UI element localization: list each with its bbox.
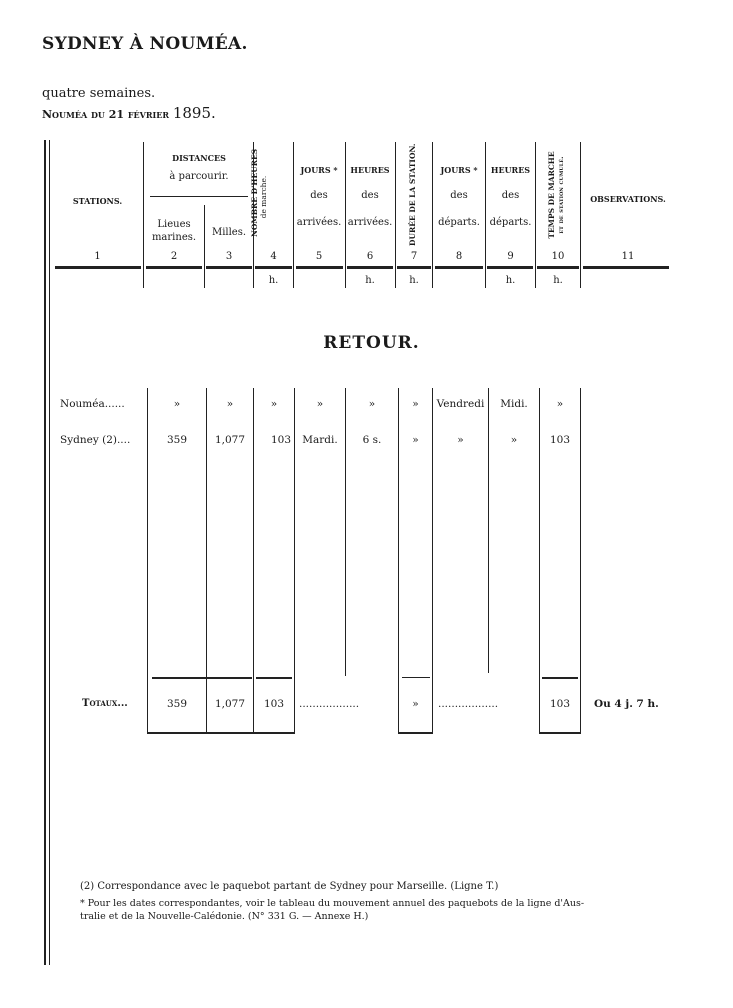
col-distances: DISTANCES xyxy=(172,153,226,163)
jours-dep-line1: JOURS * xyxy=(440,165,478,175)
footnote-1: (2) Correspondance avec le paquebot partant de Sydney pour Marseille. (Ligne T.) xyxy=(80,881,499,892)
unit-c6: h. xyxy=(365,275,375,286)
jours-arr-line1: JOURS * xyxy=(300,165,338,175)
totals-bottom-rule-a xyxy=(147,732,295,734)
cell-noumea-c3: » xyxy=(226,398,234,410)
col-heures-arrivees xyxy=(346,164,394,229)
col-heures-marche xyxy=(250,148,272,237)
page-title: SYDNEY À NOUMÉA. xyxy=(42,34,248,54)
col-heures-departs xyxy=(486,164,535,229)
jours-arr-line2: des xyxy=(310,190,328,201)
totals-bottom-rule-c xyxy=(539,732,581,734)
unit-c10: h. xyxy=(553,275,563,286)
sep-10 xyxy=(580,142,581,288)
cell-noumea-c10: » xyxy=(556,398,564,410)
totals-c4: 103 xyxy=(263,698,285,710)
totals-rule-c2c3 xyxy=(152,677,252,679)
footnote-2b: tralie et de la Nouvelle-Calédonie. (N° 331 G. — Annexe H.) xyxy=(80,911,369,922)
totals-c7: » xyxy=(412,698,419,710)
totals-label: Totaux... xyxy=(82,698,128,709)
rule-c9 xyxy=(487,266,533,269)
totals-c10: 103 xyxy=(549,698,571,710)
sep-9 xyxy=(535,142,536,288)
col-number-2: 2 xyxy=(170,251,178,262)
temps-line2: et de station cumulé. xyxy=(556,156,565,234)
lieues-line1: Lieues xyxy=(157,219,191,230)
totals-dots-1: .................. xyxy=(299,698,360,710)
jours-dep-line2: des xyxy=(450,190,468,201)
rule-c1 xyxy=(55,266,141,269)
row-station-sydney: Sydney (2).... xyxy=(60,434,131,446)
heures-arr-line2: des xyxy=(361,190,379,201)
col-number-11: 11 xyxy=(621,251,635,262)
col-number-1: 1 xyxy=(94,251,101,262)
cell-sydney-c10: 103 xyxy=(549,434,571,446)
cell-sydney-c7: » xyxy=(412,434,419,446)
lieues-line2: marines. xyxy=(151,232,197,243)
cell-noumea-c4: » xyxy=(270,398,278,410)
rule-c10 xyxy=(537,266,579,269)
totals-rule-c10 xyxy=(542,677,578,679)
col-duree-station: DURÉE DE LA STATION. xyxy=(408,143,417,246)
cell-noumea-c6: » xyxy=(368,398,376,410)
left-border-inner xyxy=(49,140,50,965)
totals-rule-c7 xyxy=(402,677,430,678)
col-observations: OBSERVATIONS. xyxy=(590,194,666,204)
jours-dep-line3: départs. xyxy=(438,217,480,228)
row-station-noumea: Nouméa...... xyxy=(60,398,125,410)
sep-2 xyxy=(204,205,205,288)
col-number-10: 10 xyxy=(551,251,565,262)
year-text: 1895. xyxy=(172,104,216,122)
distances-brace xyxy=(150,196,248,197)
cell-noumea-c8: Vendredi xyxy=(436,398,485,410)
body-sep-10 xyxy=(580,388,581,733)
col-a-parcourir: à parcourir. xyxy=(169,171,229,182)
cell-sydney-c3: 1,077 xyxy=(214,434,246,446)
footnote-2a: * Pour les dates correspondantes, voir le tableau du mouvement annuel des paquebots de la ligne d'Aus- xyxy=(80,898,585,909)
heures-dep-line1: HEURES xyxy=(490,165,531,175)
heures-dep-line2: des xyxy=(501,190,520,201)
col-jours-departs xyxy=(433,164,485,229)
rule-c6 xyxy=(347,266,393,269)
unit-c7: h. xyxy=(409,275,419,286)
totals-dots-2: .................. xyxy=(438,698,499,710)
left-border-outer xyxy=(44,140,46,965)
col-lieues xyxy=(146,218,202,244)
body-sep-8 xyxy=(488,388,489,673)
rule-c8 xyxy=(435,266,483,269)
rule-c7 xyxy=(397,266,431,269)
rule-c3 xyxy=(206,266,252,269)
heures-dep-line3: départs. xyxy=(489,217,532,228)
col-stations: STATIONS. xyxy=(72,196,123,206)
totals-c2: 359 xyxy=(166,698,188,710)
cell-noumea-c7: » xyxy=(412,398,419,410)
cell-sydney-c5: Mardi. xyxy=(302,434,338,446)
heures-marche-line1: NOMBRE D'HEURES xyxy=(250,148,259,237)
rule-c2 xyxy=(146,266,202,269)
date-text: Nouméa du 21 février xyxy=(42,108,169,121)
heures-marche-line2: de marche. xyxy=(259,175,268,219)
col-number-4: 4 xyxy=(270,251,277,262)
rule-c4 xyxy=(255,266,292,269)
totals-c3: 1,077 xyxy=(214,698,246,710)
rule-c5 xyxy=(296,266,343,269)
totals-rule-c4 xyxy=(256,677,292,679)
heures-arr-line1: HEURES xyxy=(350,165,390,175)
col-number-9: 9 xyxy=(507,251,514,262)
cell-noumea-c2: » xyxy=(173,398,181,410)
cell-noumea-c5: » xyxy=(316,398,324,410)
date-line xyxy=(42,104,216,122)
cell-noumea-c9: Midi. xyxy=(500,398,528,410)
temps-line1: TEMPS DE MARCHE xyxy=(547,151,556,239)
section-title: RETOUR. xyxy=(323,333,420,353)
unit-c9: h. xyxy=(505,275,516,286)
col-number-3: 3 xyxy=(225,251,233,262)
col-temps-marche xyxy=(547,151,569,239)
body-sep-5 xyxy=(345,388,346,676)
col-milles: Milles. xyxy=(211,227,247,238)
col-number-5: 5 xyxy=(315,251,323,262)
cell-sydney-c9: » xyxy=(510,434,518,446)
sep-1 xyxy=(143,142,144,288)
col-number-8: 8 xyxy=(455,251,463,262)
subtitle: quatre semaines. xyxy=(42,86,156,101)
cell-sydney-c8: » xyxy=(457,434,464,446)
totals-observation: Ou 4 j. 7 h. xyxy=(594,698,659,710)
totals-bottom-rule-b xyxy=(398,732,433,734)
cell-sydney-c2: 359 xyxy=(166,434,188,446)
cell-sydney-c6: 6 s. xyxy=(362,434,382,446)
sep-6 xyxy=(395,142,396,288)
jours-arr-line3: arrivées. xyxy=(296,217,342,228)
unit-c4: h. xyxy=(268,275,279,286)
heures-arr-line3: arrivées. xyxy=(347,217,393,228)
cell-sydney-c4: 103 xyxy=(270,434,291,446)
rule-c11 xyxy=(583,266,669,269)
col-jours-arrivees xyxy=(294,164,344,229)
col-number-6: 6 xyxy=(366,251,374,262)
col-number-7: 7 xyxy=(410,251,418,262)
